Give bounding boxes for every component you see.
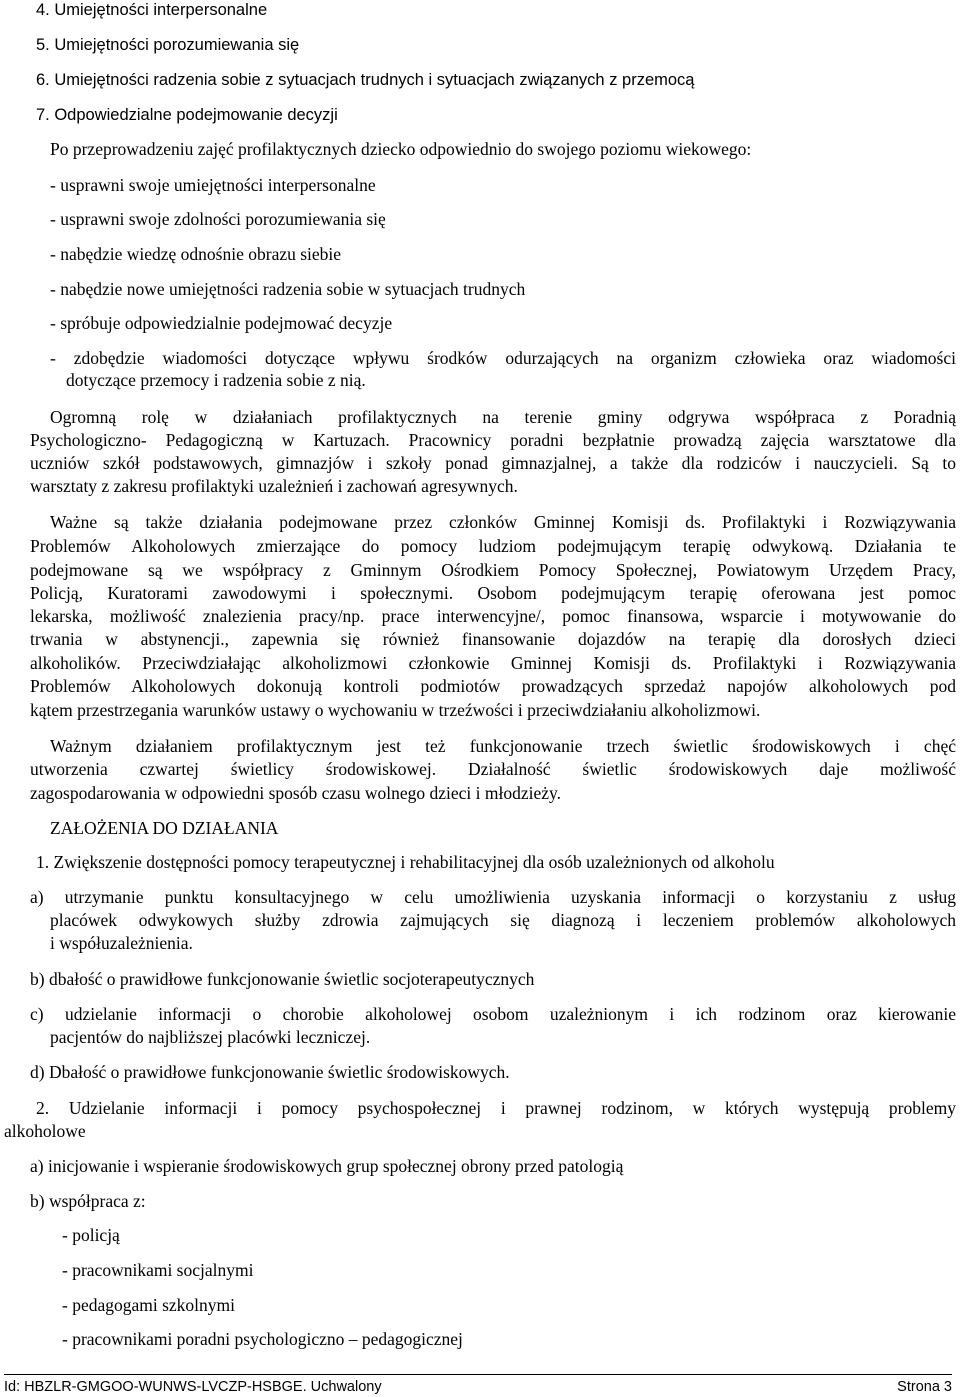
paragraph-poradnia: Ogromną rolę w działaniach profilaktycznych na terenie gminy odgrywa współpraca z Poradnią (50, 407, 956, 427)
goal-item: b) współpraca z: (30, 1191, 146, 1211)
paragraph-komisja: kątem przestrzegania warunków ustawy o wychowaniu w trzeźwości i przeciwdziałaniu alkoholizmowi. (30, 700, 761, 720)
outcome-item: - nabędzie wiedzę odnośnie obrazu siebie (50, 244, 342, 264)
outcome-item: - nabędzie nowe umiejętności radzenia sobie w sytuacjach trudnych (50, 279, 526, 299)
paragraph-komisja: Problemów Alkoholowych zmierzające do pomocy ludziom podejmującym terapię odwykową. Działania te (30, 536, 956, 556)
paragraph-swietlice: utworzenia czwartej świetlicy środowiskowej. Działalność świetlic środowiskowych daje możliwość (30, 759, 956, 779)
goal-heading: 2. Udzielanie informacji i pomocy psychospołecznej i prawnej rodzinom, w których występują problemy (36, 1098, 956, 1118)
outcome-item: - zdobędzie wiadomości dotyczące wpływu środków odurzających na organizm człowieka oraz wiadomości (50, 348, 956, 368)
goal-item: b) dbałość o prawidłowe funkcjonowanie świetlic socjoterapeutycznych (30, 969, 535, 989)
goal-item: i współuzależnienia. (50, 933, 193, 953)
goal-item: a) utrzymanie punktu konsultacyjnego w celu umożliwienia uzyskania informacji o korzystaniu z usług (30, 887, 956, 907)
goal-subitem: - pracownikami poradni psychologiczno – pedagogicznej (62, 1329, 463, 1349)
paragraph-komisja: lekarska, możliwość znalezienia pracy/np. prace interwencyjne/, pomoc finansowa, wsparcie i motywowanie do (30, 606, 956, 626)
goal-item: c) udzielanie informacji o chorobie alkoholowej osobom uzależnionym i ich rodzinom oraz kierowanie (30, 1004, 956, 1024)
page-footer (4, 1374, 952, 1395)
paragraph-poradnia: Psychologiczno- Pedagogiczną w Kartuzach. Pracownicy poradni bezpłatnie prowadzą zajęcia warsztatowe dla (30, 430, 956, 450)
footer-page-number: Strona 3 (897, 1379, 952, 1395)
goal-subitem: - policją (62, 1225, 120, 1245)
paragraph-poradnia: warsztaty z zakresu profilaktyki uzależnień i zachowań agresywnych. (30, 476, 518, 496)
goal-heading-continued: alkoholowe (4, 1121, 86, 1141)
paragraph-komisja: Problemów Alkoholowych dokonują kontroli podmiotów prowadzących sprzedaż napojów alkoholowych pod (30, 676, 956, 696)
goal-subitem: - pedagogami szkolnymi (62, 1295, 236, 1315)
outcome-item: - usprawni swoje zdolności porozumiewania się (50, 209, 386, 229)
outcome-item: - usprawni swoje umiejętności interpersonalne (50, 175, 376, 195)
list-item: 7. Odpowiedzialne podejmowanie decyzji (36, 106, 338, 124)
outcome-item-continued: dotyczące przemocy i radzenia sobie z nią. (66, 370, 366, 390)
list-item: 6. Umiejętności radzenia sobie z sytuacjach trudnych i sytuacjach związanych z przemocą (36, 71, 695, 89)
paragraph-swietlice: Ważnym działaniem profilaktycznym jest też funkcjonowanie trzech świetlic środowiskowych i chęć (50, 736, 956, 756)
footer-document-id: Id: HBZLR-GMGOO-WUNWS-LVCZP-HSBGE. Uchwalony (4, 1379, 382, 1395)
outcomes-intro: Po przeprowadzeniu zajęć profilaktycznych dziecko odpowiednio do swojego poziomu wiekowego: (50, 139, 752, 159)
paragraph-swietlice: zagospodarowania w odpowiedni sposób czasu wolnego dzieci i młodzieży. (30, 783, 562, 803)
paragraph-komisja: alkoholików. Przeciwdziałając alkoholizmowi członkowie Gminnej Komisji ds. Profilaktyki i Rozwiązywania (30, 653, 956, 673)
goal-heading: 1. Zwiększenie dostępności pomocy terapeutycznej i rehabilitacyjnej dla osób uzależnionych od alkoholu (36, 852, 775, 872)
paragraph-komisja: Policją, Kuratorami zawodowymi i społecznymi. Osobom podejmującym terapię oferowana jest pomoc (30, 583, 956, 603)
goal-item: pacjentów do najbliższej placówki leczniczej. (50, 1027, 371, 1047)
paragraph-komisja: trwania w abstynencji., zapewnia się również finansowanie dojazdów na terapię dla dorosłych dzieci (30, 629, 956, 649)
paragraph-poradnia: uczniów szkół podstawowych, gimnazjów i szkoły ponad gimnazjalnej, a także dla rodziców i nauczycieli. Są to (30, 453, 956, 473)
goal-subitem: - pracownikami socjalnymi (62, 1260, 254, 1280)
goal-item: d) Dbałość o prawidłowe funkcjonowanie świetlic środowiskowych. (30, 1062, 510, 1082)
section-heading: ZAŁOŻENIA DO DZIAŁANIA (50, 818, 279, 838)
goal-item: placówek odwykowych służby zdrowia zajmujących się diagnozą i leczeniem problemów alkoholowych (50, 910, 956, 930)
list-item: 4. Umiejętności interpersonalne (36, 1, 268, 19)
goal-item: a) inicjowanie i wspieranie środowiskowych grup społecznej obrony przed patologią (30, 1156, 624, 1176)
paragraph-komisja: Ważne są także działania podejmowane przez członków Gminnej Komisji ds. Profilaktyki i Rozwiązywania (50, 512, 956, 532)
list-item: 5. Umiejętności porozumiewania się (36, 36, 300, 54)
paragraph-komisja: podejmowane są we współpracy z Gminnym Ośrodkiem Pomocy Społecznej, Powiatowym Urzędem Pracy, (30, 560, 956, 580)
outcome-item: - spróbuje odpowiedzialnie podejmować decyzje (50, 313, 393, 333)
